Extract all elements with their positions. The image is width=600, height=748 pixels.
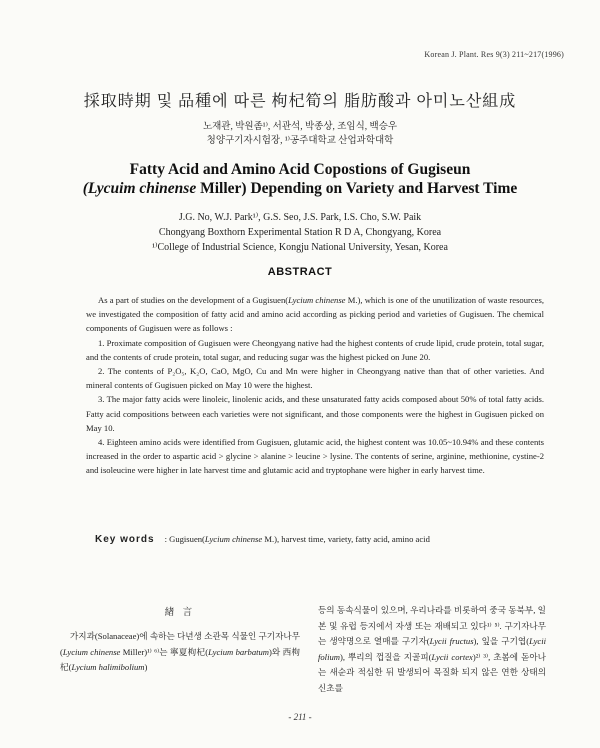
korean-title: 採取時期 및 品種에 따른 枸杞筍의 脂肪酸과 아미노산組成 <box>83 93 517 110</box>
english-affiliation-1: Chongyang Boxthorn Experimental Station R D A, Chongyang, Korea <box>158 227 442 238</box>
english-authors-block <box>0 210 600 255</box>
abstract-paragraph-3: 3. The major fatty acids were linoleic, linolenic acids, and these unsaturated fatty acids composed about 50% of total fatty acids. Fatty acid compositions between each varieties were not significant, and those components were the highest in Gugisuen picked on May 10. <box>86 394 544 433</box>
english-title-species: (Lycuim chinense <box>82 180 197 197</box>
right-text-a: 등의 동속식물이 있으며, 우리나라를 비롯하여 중국 동북부, 일본 및 유럽 등지에서 자생 또는 재배되고 있다¹⁾ ⁵⁾. 구기자나무는 생약명으로 열매를 구기자( <box>318 605 546 646</box>
left-text-a: 가지과(Solanaceae)에 속하는 다년생 소관목 식물인 구기자나무( <box>60 631 300 657</box>
english-authors: J.G. No, W.J. Park¹⁾, G.S. Seo, J.S. Park, I.S. Cho, S.W. Paik <box>178 212 422 223</box>
abstract-p1-text-b: M.), which is one of the unutilization of waste resources, we investigated the composition of fatty acid and amino acid according as picking period and varieties of Gugisuen. The chemical components of Gugisuen were as follows : <box>86 295 544 334</box>
english-title <box>0 160 600 198</box>
introduction-heading: 緖 言 <box>164 608 196 618</box>
english-affiliation-2: ¹⁾College of Industrial Science, Kongju National University, Yesan, Korea <box>152 242 448 253</box>
abstract-heading: ABSTRACT <box>267 266 333 278</box>
right-species-2: Lycii folium <box>318 636 546 662</box>
introduction-right-column <box>318 603 546 696</box>
english-title-line2 <box>0 179 600 198</box>
abstract-p1-species: Lycium chinense <box>288 295 346 305</box>
page-number: - 211 - <box>288 712 312 722</box>
abstract-paragraph-1: 1. Proximate composition of Gugisuen were Cheongyang native had the highest contents of crude lipid, crude protein, total sugar, and the contents of crude protein, total sugar, and reducing sugar was the highest picked on June 20. <box>86 337 544 362</box>
left-species-3: Lycium halimibolium <box>71 662 145 672</box>
keywords-text-b: M.), harvest time, variety, fatty acid, amino acid <box>262 534 430 544</box>
abstract-paragraph-4: 4. Eighteen amino acids were identified from Gugisuen, glutamic acid, the highest content was 10.05~10.94% and these contents increased in the order to aspartic acid > glycine > alanine > leucine > lysine. The contents of serine, arginine, methionine, cystine-2 and isoleucine were higher in late harvest time and glutamic acid and tryptophane were higher in early harvest time. <box>86 437 544 476</box>
korean-affiliation: 청양구기자시험장, ¹⁾공주대학교 산업과학대학 <box>206 136 394 146</box>
introduction-right-paragraph <box>318 603 546 696</box>
keywords-text-a: : Gugisuen( <box>164 534 205 544</box>
english-title-line1: Fatty Acid and Amino Acid Copostions of Gugiseun <box>129 161 471 178</box>
abstract-p1-text-a: As a part of studies on the development of a Gugisuen( <box>98 295 289 305</box>
introduction-left-column <box>60 629 300 676</box>
abstract-body <box>86 293 544 478</box>
korean-authors-block <box>0 120 600 148</box>
left-text-c: )와 西枸杞( <box>60 646 300 672</box>
left-species-1: Lycium chinense <box>62 646 121 657</box>
keywords-label: Key words <box>95 534 155 545</box>
left-text-d: ) <box>144 662 148 672</box>
journal-citation: Korean J. Plant. Res 9(3) 211~217(1996) <box>424 50 564 59</box>
right-text-d: )²⁾ ³⁾, 초봄에 돋아나는 새순과 적심한 뒤 발생되어 목질화 되지 않은 연한 상태의 신초를 <box>318 651 546 693</box>
left-text-b: Miller)¹⁾ ⁶⁾는 寧夏枸杞( <box>120 646 209 657</box>
korean-authors: 노재관, 박원좀¹⁾, 서관석, 박종상, 조임식, 백승우 <box>202 122 398 132</box>
english-title-line2-rest: Miller) Depending on Variety and Harvest Time <box>196 180 518 197</box>
keywords <box>95 534 545 545</box>
right-species-3: Lycii cortex <box>431 651 473 662</box>
right-text-c: ), 뿌리의 껍질을 지골피( <box>339 651 432 662</box>
keywords-species: Lycium chinense <box>204 534 263 544</box>
abstract-paragraph-2: 2. The contents of P₂O₅, K₂O, CaO, MgO, Cu and Mn were higher in Cheongyang native than that of other varieties. And mineral contents of Gugisuen picked on May 10 were the highest. <box>86 366 544 391</box>
introduction-left-paragraph <box>60 629 300 676</box>
right-species-1: Lycii fructus <box>429 636 474 646</box>
abstract-paragraph-intro <box>86 293 544 336</box>
left-species-2: Lycium barbatum <box>208 646 270 657</box>
right-text-b: ), 잎을 구기엽( <box>473 636 530 646</box>
